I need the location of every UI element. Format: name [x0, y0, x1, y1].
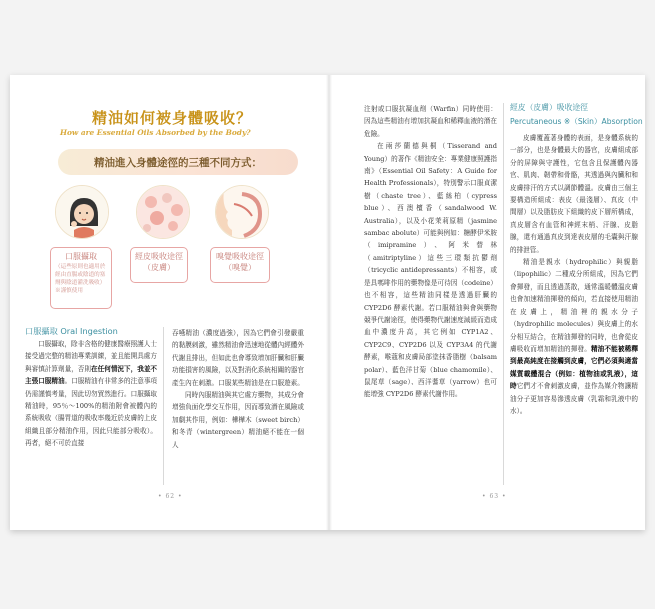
skin-cells-icon — [137, 186, 189, 238]
route-card-title: 嗅覺吸收途徑（嗅覺） — [216, 252, 264, 272]
body-text: 口服攝取，除非含格的健康醫療照護人士接受過完整的精油專業訓練，並且能開具處方與審慎計算劑量，否則 — [25, 340, 157, 373]
right-column-2 — [510, 132, 638, 417]
olfactory-illustration — [215, 185, 269, 239]
section-heading-skin-absorption: 經皮（皮膚）吸收途徑 — [510, 103, 588, 112]
intro-band — [58, 149, 298, 175]
body-paragraph: 吞嚥精油（濃度過強），因為它們會引發嚴重的黏膜刺激，雖然精油會迅速地從體內經體外代謝且排出，但如此也會導致增加肝臟和肝臟功能損害的風險，以及對消化系統相關的器官產生內在刺激。口服某些精油是在口服遊素。 — [172, 329, 304, 387]
body-paragraph — [510, 256, 638, 417]
nose-profile-icon — [216, 186, 268, 238]
body-text: 。口服精油有非常多的注意事項仍需謹慎考量，因此切勿貿然進行。口服攝取精油時，95％～100%的精油附會被體內的系統吸收（腸胃道的吸收率幾近於皮膚的上皮組織且部分精油作用，因此只能部分吸收）。再者，絕不可於直接 — [25, 377, 158, 448]
route-card-oral — [50, 247, 112, 309]
skin-absorption-illustration — [136, 185, 190, 239]
body-paragraph: 注射或口服抗凝血劑（Warfin）同時使用：因為這些精油有增加抗凝血和稀釋血液的潛在危險。 — [364, 105, 497, 138]
body-paragraph: 同時內服精油與其它處方藥物，其成分會增強負面化學交互作用，因而導致潛在風險或加劇其作用，例如：樺樺木（sweet birch）和冬青（wintergreen）精油絕不能在一個人 — [172, 391, 304, 449]
route-card-title: 經皮吸收途徑（皮膚） — [135, 252, 183, 272]
left-column-2 — [172, 327, 304, 451]
emphasis-text: 精油不能被稀釋到最高純度在接觸到皮膚，它們必須與適當媒質載體混合（例如：植物油或乳液），這時 — [510, 344, 638, 391]
right-page — [332, 75, 645, 530]
body-text: 精油是親水（hydrophilic）與親脂（lipophilic）二種成分所組成，因為它們會揮發，而且透過蒸散，通常溫暖體溫皮膚也會加速精油揮發的傾向，若直接使用精油在皮膚上，精油裡的親水分子（hydrophilic molecules）與皮膚上的水分相互結合，在精油揮發的同時，也會從皮膚吸收而增加精油的揮發。 — [510, 258, 638, 353]
section-heading-skin-absorption-english: Percutaneous ※（Skin）Absorption — [510, 117, 643, 126]
emphasis-text: 在任何情況下，我並不主張口服精油 — [25, 364, 158, 386]
route-card-note: （這些原則也適用於經由直腸或陰道的塞劑與陰道灌洗吸收）※謹慎使用 — [55, 264, 106, 294]
page-subtitle-english: How are Essential Oils Absorbed by the Body? — [60, 128, 251, 137]
page-title: 精油如何被身體吸收？ — [92, 109, 253, 127]
route-card-olfactory — [210, 247, 270, 283]
left-column-1 — [25, 338, 157, 450]
page-number: • 63 • — [482, 493, 507, 500]
intro-band-text: 精油進入身體途徑的三種不同方式： — [94, 157, 262, 169]
body-paragraph: 在兩莎蘭德與桐（Tisserand and Young）的著作《精油安全：專業健康照護指南》（Essential Oil Safety：A Guide for Health Professionals），特別警示口服貞潔樹（chaste tree）、藍絲柏（cypress blue）、西澳檀香（sandalwood W. Australia），以及小花茉莉原精（jasmine sambac abolute）可能與例如：糖酵伊米胺（imipramine）、阿米替林（amitriptyline）這些三環類抗鬱劑（tricyclic antidepressants）不相容，或是具嗎啡作用的藥物像是可待因（codeine）也不相容，這些精油同樣是透過肝臟的 CYP2D6 酵素代謝。若口服精油與會與藥物競爭代謝途徑，使得藥物代謝速度減緩而造成血中濃度升高，其它例如 CYP1A2、CYP2C9、CYP2D6 以及 CYP3A4 的代謝酵素，喉蔻和皮膚局部塗抹香脂樹（balsam polar）、藍色洋甘菊（blue chamomile）、鼠尾草（sage）、西洋蓍草（yarrow）也可能增強 CYP2D6 酵素代謝作用。 — [364, 142, 497, 399]
section-heading-oral-ingestion: 口服攝取 Oral Ingestion — [25, 326, 118, 336]
oral-ingestion-illustration — [55, 185, 109, 239]
body-text: 它們才不會刺激皮膚，並作為媒介物讓精油分子更加容易滲透皮膚（乳霜和乳液中的水）。 — [510, 382, 639, 415]
route-card-skin — [130, 247, 188, 283]
route-card-title: 口服攝取 — [65, 252, 97, 261]
body-paragraph — [25, 338, 157, 450]
book-spread — [10, 75, 645, 530]
body-paragraph: 皮膚覆蓋著身體的表面，是身體系統的一部分，也是身體最大的器官，皮膚組成部分的屏障與守護性，它包含且保護體內器官、肌肉、韌帶和骨骼，其透過與內臟和和皮膚排汗的方式以調節體溫。皮膚由三個主要構造所組成：表皮（最淺層）、真皮（中間層）以及脂肪皮下組織的皮下層所構成，真皮層含有血管和神經末梢、汗腺、皮脂腺，還有通過真皮到達表皮層的毛囊與汗腺的排泄管。 — [510, 134, 638, 254]
column-divider — [163, 327, 164, 485]
page-number: • 62 • — [158, 493, 183, 500]
right-column-1 — [364, 103, 497, 401]
column-divider — [503, 103, 504, 485]
girl-eating-icon — [56, 186, 108, 238]
left-page — [10, 75, 328, 530]
